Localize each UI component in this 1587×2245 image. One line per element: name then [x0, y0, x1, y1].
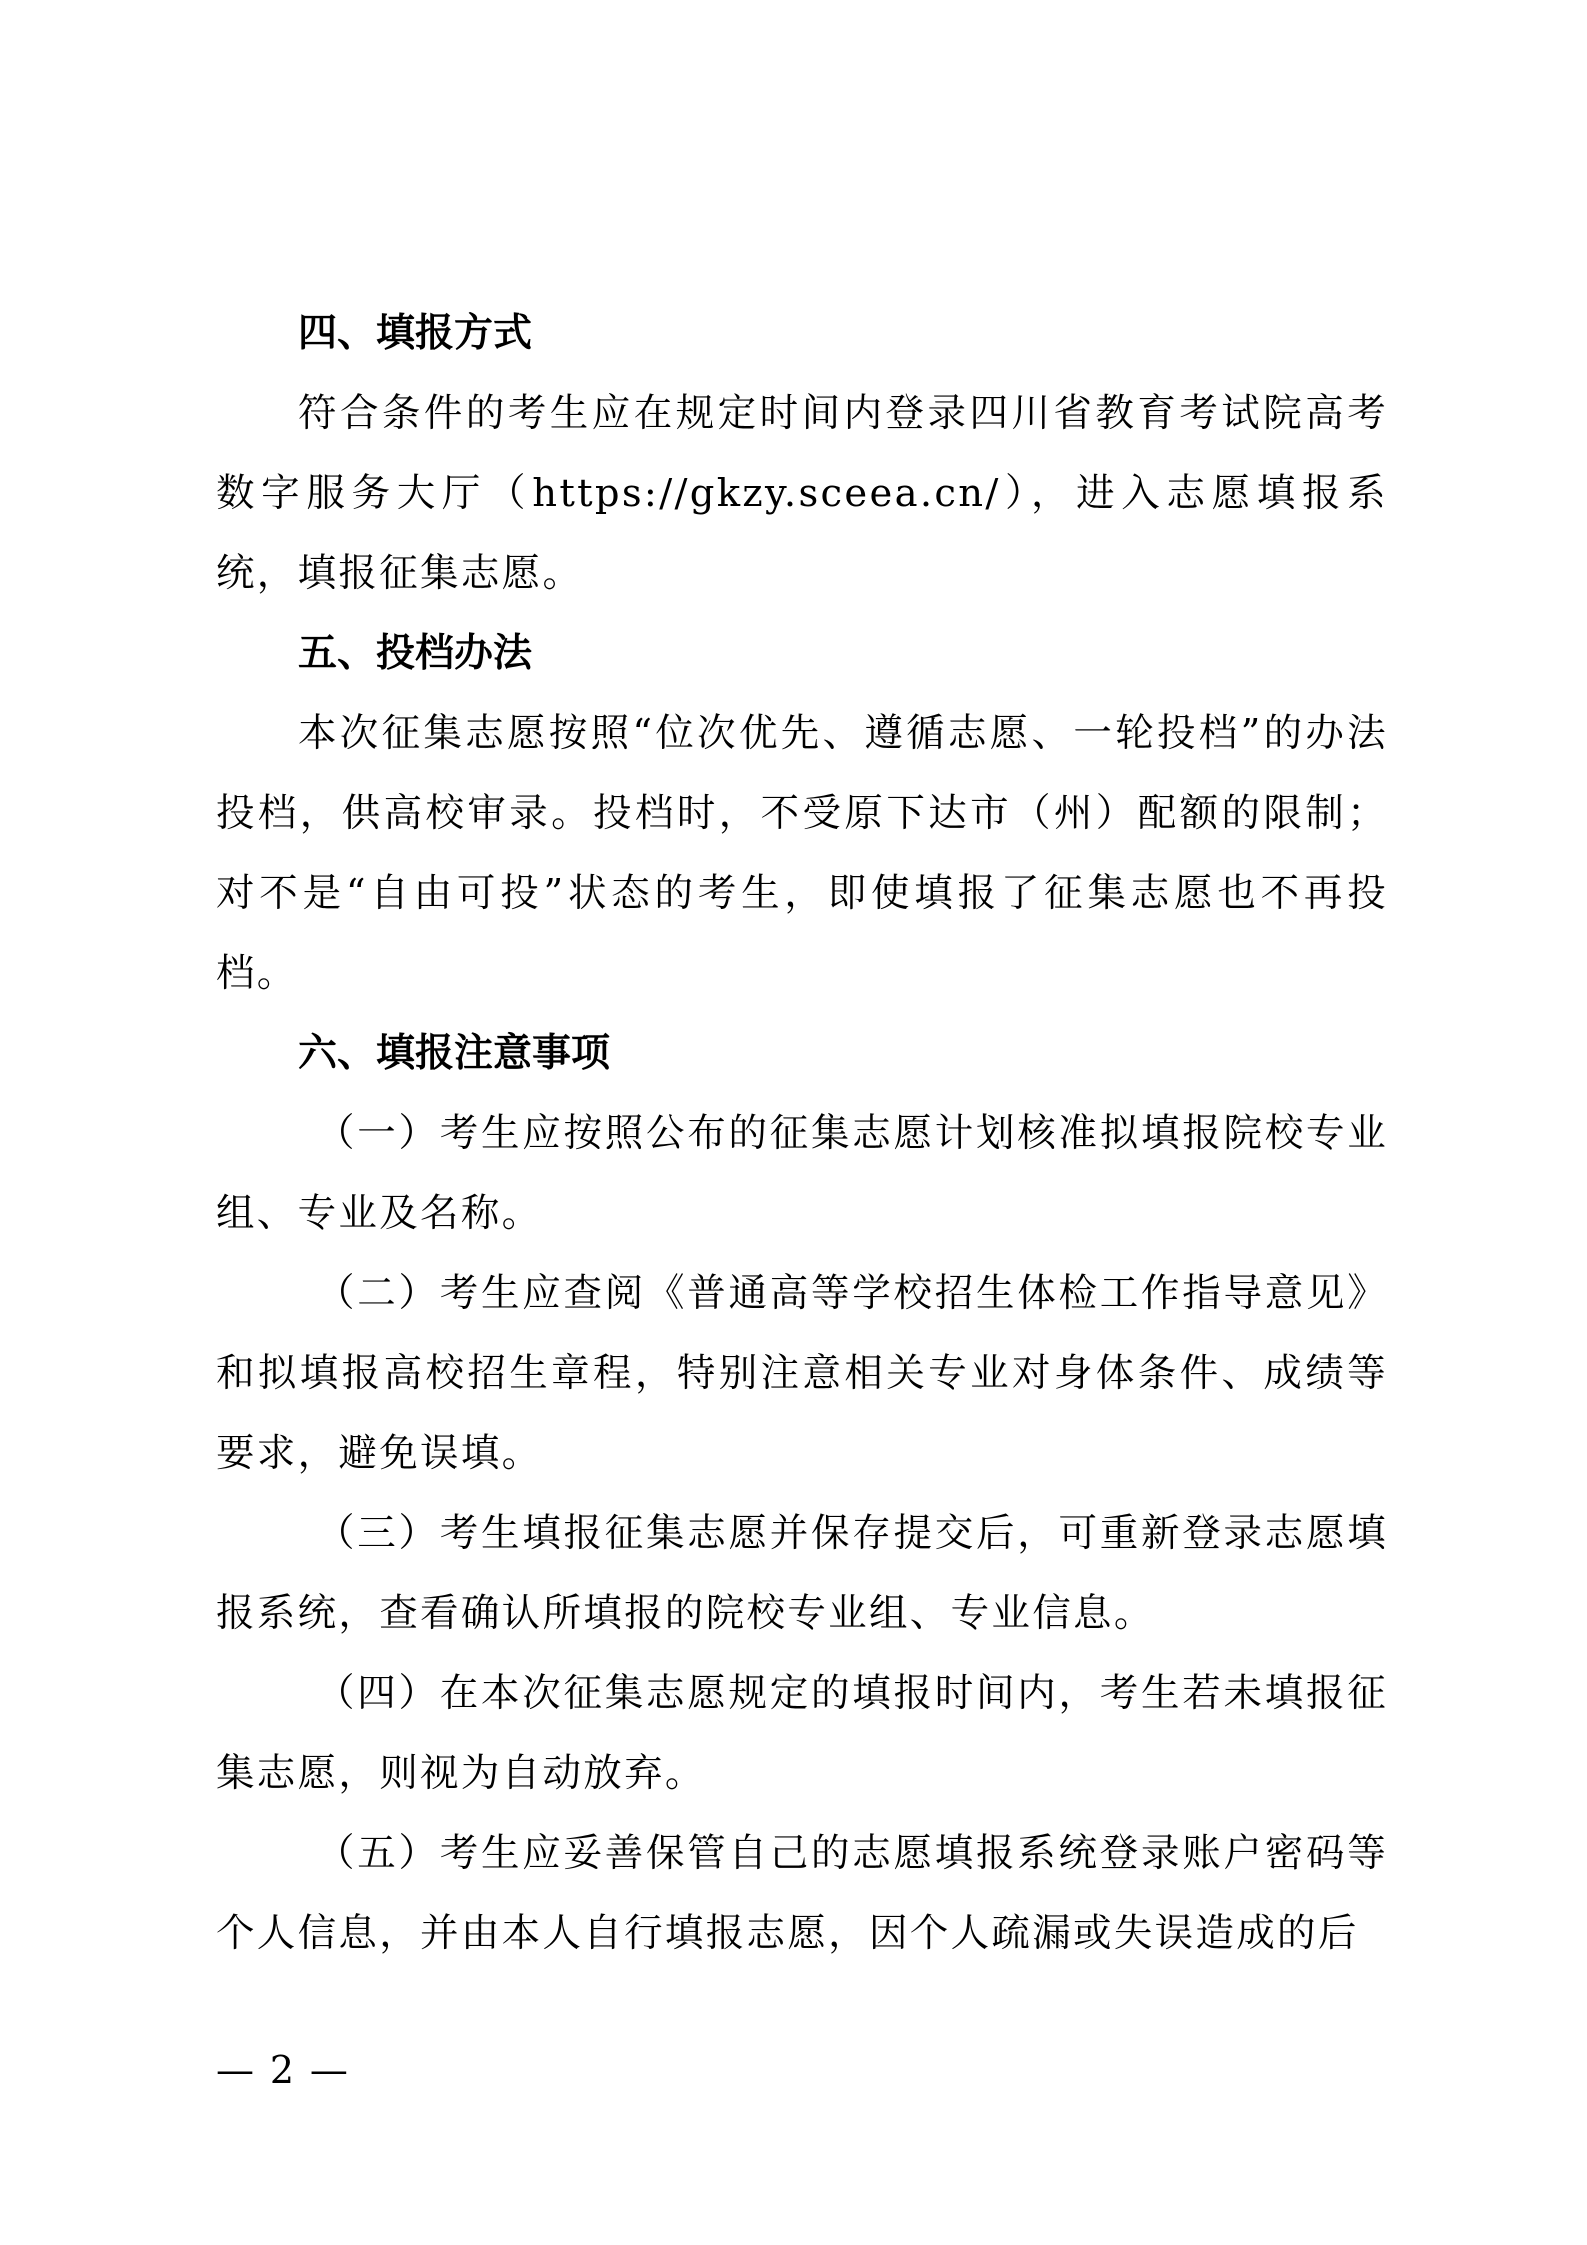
section-heading-notes: 六、填报注意事项 — [298, 1031, 611, 1076]
page-number: — 2 — — [216, 2048, 350, 2092]
paragraph-note-1: （一）考生应按照公布的征集志愿计划核准拟填报院校专业组、专业及名称。 — [216, 1111, 1388, 1236]
paragraph-admission-method: 本次征集志愿按照“位次优先、遵循志愿、一轮投档”的办法投档，供高校审录。投档时，不受原下达市（州）配额的限制；对不是“自由可投”状态的考生，即使填报了征集志愿也不再投档。 — [216, 711, 1388, 996]
paragraph-note-2: （二）考生应查阅《普通高等学校招生体检工作指导意见》和拟填报高校招生章程，特别注意相关专业对身体条件、成绩等要求，避免误填。 — [216, 1271, 1388, 1476]
paragraph-note-4: （四）在本次征集志愿规定的填报时间内，考生若未填报征集志愿，则视为自动放弃。 — [216, 1671, 1388, 1796]
section-heading-fill-method: 四、填报方式 — [298, 311, 533, 356]
paragraph-note-5: （五）考生应妥善保管自己的志愿填报系统登录账户密码等个人信息，并由本人自行填报志愿，因个人疏漏或失误造成的后 — [216, 1831, 1388, 1956]
document-body — [216, 294, 1388, 1974]
section-heading-admission-method: 五、投档办法 — [298, 631, 533, 676]
paragraph-note-3: （三）考生填报征集志愿并保存提交后，可重新登录志愿填报系统，查看确认所填报的院校专业组、专业信息。 — [216, 1511, 1388, 1636]
paragraph-fill-method: 符合条件的考生应在规定时间内登录四川省教育考试院高考数字服务大厅（https://gkzy.sceea.cn/），进入志愿填报系统，填报征集志愿。 — [216, 391, 1388, 596]
